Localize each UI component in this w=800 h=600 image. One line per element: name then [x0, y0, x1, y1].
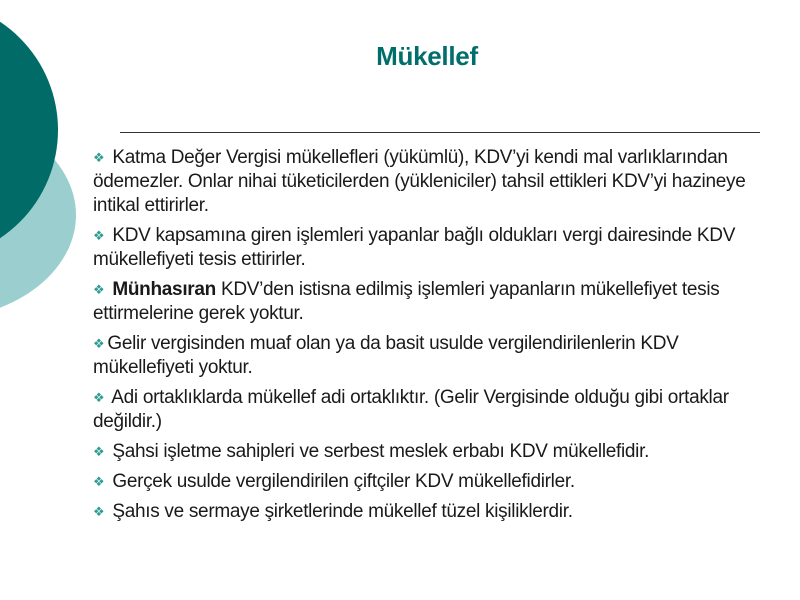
bullet-list: [93, 146, 753, 530]
bullet-text: Şahıs ve sermaye şirketlerinde mükellef tüzel kişiliklerdir.: [107, 501, 573, 522]
bullet-item: [93, 146, 753, 218]
bullet-text: Gerçek usulde vergilendirilen çiftçiler KDV mükellefidirler.: [107, 471, 575, 492]
bullet-text: KDV kapsamına giren işlemleri yapanlar bağlı oldukları vergi dairesinde KDV mükellefiyeti tesis ettirirler.: [93, 225, 736, 270]
diamond-bullet-icon: ❖: [93, 390, 105, 405]
slide-title: Mükellef: [376, 41, 478, 71]
bullet-item: [93, 278, 753, 326]
bullet-item: [93, 386, 753, 434]
diamond-bullet-icon: ❖: [93, 150, 105, 165]
diamond-bullet-icon: ❖: [93, 474, 105, 489]
bullet-text: Adi ortaklıklarda mükellef adi ortaklıktır. (Gelir Vergisinde olduğu gibi ortaklar değildir.): [93, 387, 729, 432]
bullet-text: Gelir vergisinden muaf olan ya da basit usulde vergilendirilenlerin KDV mükellefiyeti yoktur.: [93, 333, 679, 378]
diamond-bullet-icon: ❖: [93, 282, 105, 297]
title-divider: [120, 132, 760, 133]
diamond-bullet-icon: ❖: [93, 228, 105, 243]
bullet-item: [93, 470, 753, 494]
bullet-text: Katma Değer Vergisi mükellefleri (yükümlü), KDV’yi kendi mal varlıklarından ödemezler. Onlar nihai tüketicilerden (yükleniciler) tahsil ettikleri KDV’yi hazineye intikal ettirirler.: [93, 147, 746, 216]
bullet-item: [93, 500, 753, 524]
bullet-item: [93, 440, 753, 464]
bullet-item: [93, 332, 753, 380]
diamond-bullet-icon: ❖: [93, 336, 105, 351]
bullet-text: KDV’den istisna edilmiş işlemleri yapanların mükellefiyet tesis ettirmelerine gerek yoktur.: [93, 279, 720, 324]
diamond-bullet-icon: ❖: [93, 504, 105, 519]
bullet-item: [93, 224, 753, 272]
bullet-text: Şahsi işletme sahipleri ve serbest meslek erbabı KDV mükellefidir.: [107, 441, 650, 462]
diamond-bullet-icon: ❖: [93, 444, 105, 459]
bullet-lead: Münhasıran: [107, 279, 216, 300]
